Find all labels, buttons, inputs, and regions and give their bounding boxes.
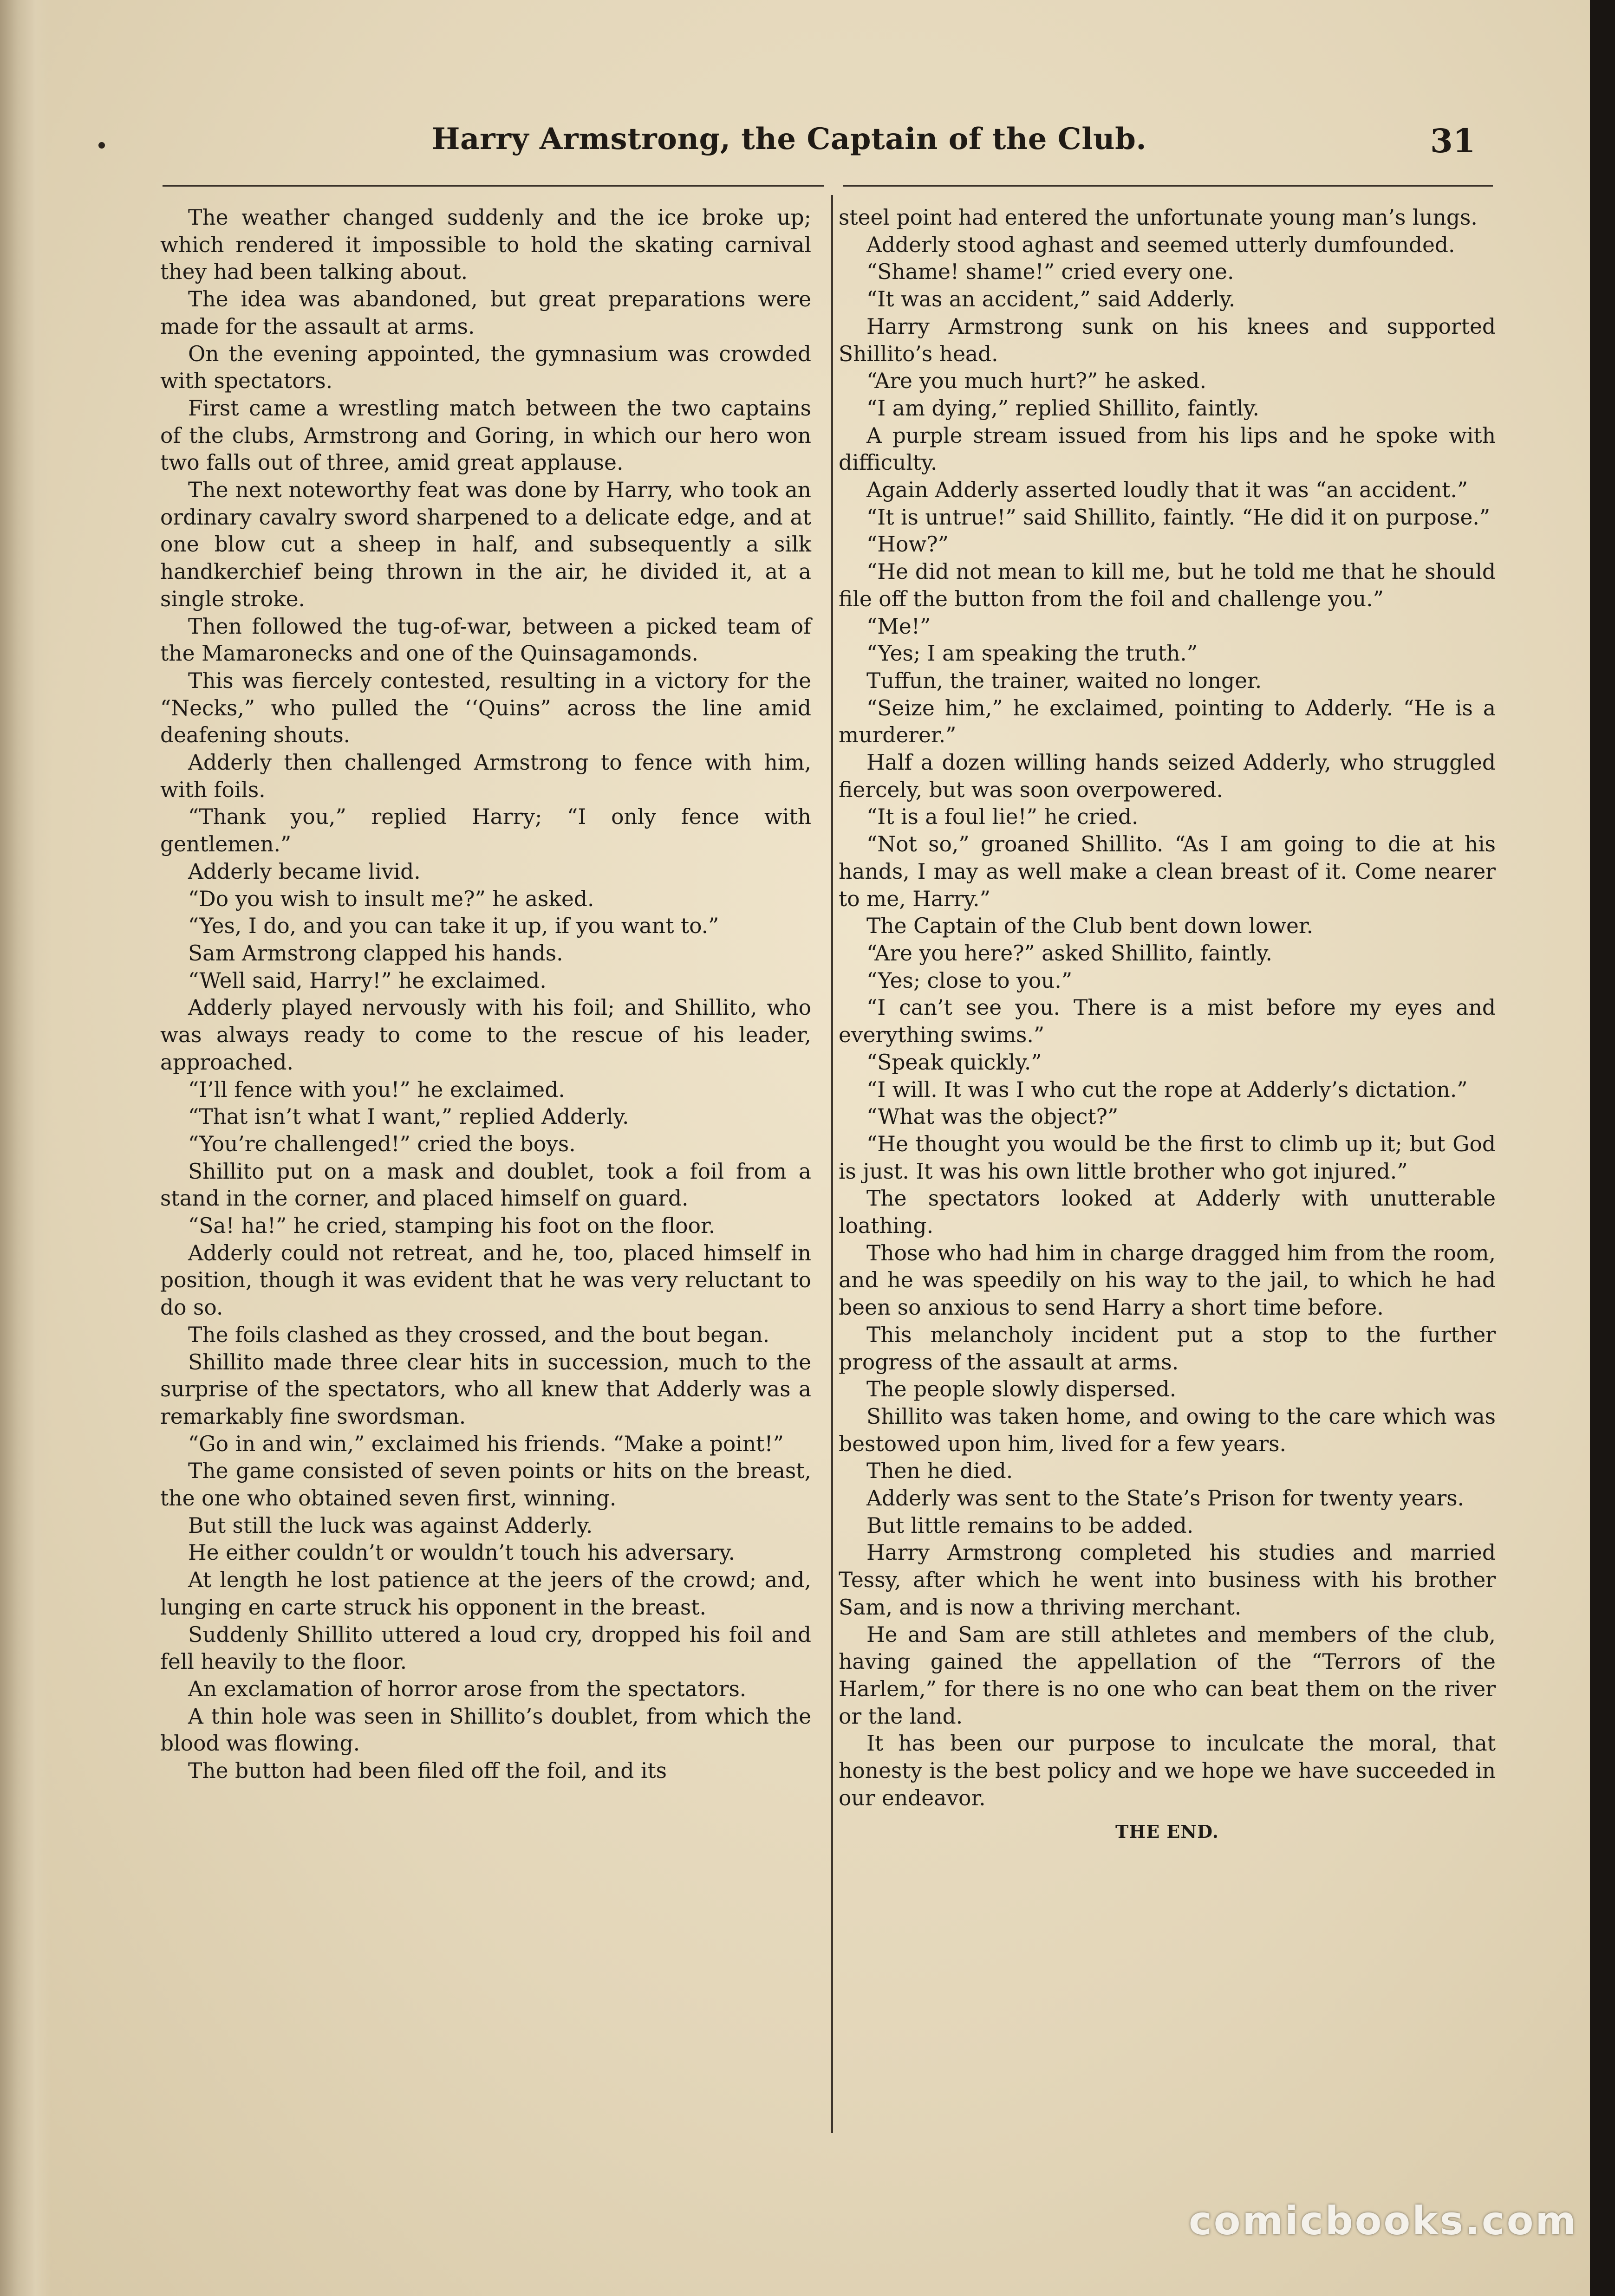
- paragraph: “Are you here?” asked Shillito, faintly.: [866, 940, 1272, 966]
- left-column: [160, 204, 811, 1785]
- paragraph: “Yes; close to you.”: [866, 968, 1073, 993]
- paragraph: This melancholy incident put a stop to the further progress of the assault at arms.: [839, 1322, 1496, 1375]
- paragraph: On the evening appointed, the gymnasium was crowded with spectators.: [160, 341, 811, 394]
- paragraph: “Not so,” groaned Shillito. “As I am going to die at his hands, I may as well make a clean breast of it. Come nearer to me, Harry.”: [839, 832, 1496, 911]
- paragraph: Shillito was taken home, and owing to the care which was bestowed upon him, lived for a few years.: [839, 1404, 1496, 1456]
- paragraph: The weather changed suddenly and the ice broke up; which rendered it impossible to hold the skating carnival they had been talking about.: [160, 205, 811, 285]
- paragraph: “That isn’t what I want,” replied Adderly.: [188, 1104, 629, 1129]
- paragraph: A purple stream issued from his lips and he spoke with difficulty.: [839, 423, 1496, 475]
- paragraph: Adderly stood aghast and seemed utterly dumfounded.: [866, 232, 1455, 257]
- paragraph: “I am dying,” replied Shillito, faintly.: [866, 396, 1259, 421]
- paragraph: Adderly could not retreat, and he, too, placed himself in position, though it was evident that he was very reluctant to do so.: [160, 1240, 811, 1320]
- paragraph: “Me!”: [866, 614, 931, 639]
- paragraph: “You’re challenged!” cried the boys.: [188, 1131, 576, 1156]
- paragraph: “I will. It was I who cut the rope at Adderly’s dictation.”: [866, 1077, 1468, 1102]
- paragraph: The game consisted of seven points or hits on the breast, the one who obtained seven first, winning.: [160, 1459, 811, 1511]
- paragraph: Then he died.: [866, 1459, 1013, 1484]
- paragraph: Sam Armstrong clapped his hands.: [188, 940, 563, 966]
- paragraph: steel point had entered the unfortunate young man’s lungs.: [839, 205, 1478, 230]
- margin-dot: [98, 142, 105, 149]
- paragraph: “He thought you would be the first to climb up it; but God is just. It was his own little brother who got injured.”: [839, 1131, 1496, 1184]
- page-number: 31: [1430, 122, 1476, 160]
- paragraph: “Speak quickly.”: [866, 1050, 1042, 1075]
- paragraph: Adderly was sent to the State’s Prison for twenty years.: [866, 1486, 1465, 1511]
- paragraph: Adderly became livid.: [188, 859, 421, 884]
- paragraph: The foils clashed as they crossed, and the bout began.: [188, 1322, 770, 1347]
- paragraph: “Are you much hurt?” he asked.: [866, 369, 1206, 394]
- paragraph: Adderly then challenged Armstrong to fence with him, with foils.: [160, 750, 811, 802]
- paragraph: “Do you wish to insult me?” he asked.: [188, 886, 594, 911]
- paragraph: Harry Armstrong completed his studies and married Tessy, after which he went into business with his brother Sam, and is now a thriving merchant.: [839, 1540, 1496, 1620]
- paragraph: Shillito put on a mask and doublet, took a foil from a stand in the corner, and placed himself on guard.: [160, 1159, 811, 1211]
- paragraph: “I’ll fence with you!” he exclaimed.: [188, 1077, 565, 1102]
- paragraph: “Sa! ha!” he cried, stamping his foot on the floor.: [188, 1213, 716, 1239]
- paragraph: Those who had him in charge dragged him from the room, and he was speedily on his way to the jail, to which he had been so anxious to send Harry a short time before.: [839, 1240, 1496, 1320]
- paragraph: Again Adderly asserted loudly that it was “an accident.”: [866, 478, 1468, 503]
- paragraph: It has been our purpose to inculcate the moral, that honesty is the best policy and we hope we have succeeded in our endeavor.: [839, 1731, 1496, 1810]
- paragraph: “How?”: [866, 532, 949, 557]
- header-rule-left: [163, 185, 824, 187]
- paragraph: The people slowly dispersed.: [866, 1377, 1177, 1402]
- paragraph: The Captain of the Club bent down lower.: [866, 914, 1314, 939]
- watermark: comicbooks.com: [1189, 2198, 1578, 2244]
- paragraph: He either couldn’t or wouldn’t touch his adversary.: [188, 1540, 735, 1565]
- paragraph: This was fiercely contested, resulting in a victory for the “Necks,” who pulled the ‘‘Quins” across the line amid deafening shouts.: [160, 668, 811, 748]
- paragraph: Harry Armstrong sunk on his knees and supported Shillito’s head.: [839, 314, 1496, 366]
- paragraph: He and Sam are still athletes and members of the club, having gained the appellation of the “Terrors of the Harlem,” for there is no one who can beat them on the river or the land.: [839, 1622, 1496, 1729]
- paragraph: “It is untrue!” said Shillito, faintly. “He did it on purpose.”: [866, 505, 1491, 530]
- paragraph: “Well said, Harry!” he exclaimed.: [188, 968, 547, 993]
- paragraph: Tuffun, the trainer, waited no longer.: [866, 668, 1262, 693]
- paragraph: At length he lost patience at the jeers of the crowd; and, lunging en carte struck his opponent in the breast.: [160, 1568, 811, 1620]
- paragraph: Adderly played nervously with his foil; and Shillito, who was always ready to come to the rescue of his leader, approached.: [160, 995, 811, 1075]
- paragraph: The next noteworthy feat was done by Harry, who took an ordinary cavalry sword sharpened to a delicate edge, and at one blow cut a sheep in half, and subsequently a silk handkerchief being thrown in the air, he divided it, at a single stroke.: [160, 478, 811, 611]
- the-end: THE END.: [1115, 1821, 1219, 1842]
- paragraph: “Thank you,” replied Harry; “I only fence with gentlemen.”: [160, 804, 811, 857]
- paragraph: The idea was abandoned, but great preparations were made for the assault at arms.: [160, 287, 811, 339]
- paragraph: The button had been filed off the foil, and its: [188, 1758, 667, 1784]
- paragraph: “He did not mean to kill me, but he told me that he should file off the button from the foil and challenge you.”: [839, 559, 1496, 611]
- header-rule-right: [843, 185, 1493, 187]
- paragraph: “It was an accident,” said Adderly.: [866, 287, 1236, 312]
- paragraph: A thin hole was seen in Shillito’s doublet, from which the blood was flowing.: [160, 1704, 811, 1756]
- paragraph: “Yes; I am speaking the truth.”: [866, 641, 1198, 666]
- paragraph: Suddenly Shillito uttered a loud cry, dropped his foil and fell heavily to the floor.: [160, 1622, 811, 1674]
- paragraph: “It is a foul lie!” he cried.: [866, 804, 1139, 830]
- page-binding-shadow: [0, 0, 51, 2296]
- paragraph: An exclamation of horror arose from the spectators.: [188, 1676, 747, 1701]
- column-divider: [831, 195, 833, 2133]
- paragraph: Shillito made three clear hits in succession, much to the surprise of the spectators, who all knew that Adderly was a remarkably fine swordsman.: [160, 1349, 811, 1429]
- paragraph: First came a wrestling match between the two captains of the clubs, Armstrong and Goring, in which our hero won two falls out of three, amid great applause.: [160, 396, 811, 475]
- page-edge: [1590, 0, 1615, 2296]
- paragraph: The spectators looked at Adderly with unutterable loathing.: [839, 1186, 1496, 1239]
- paragraph: “Go in and win,” exclaimed his friends. “Make a point!”: [188, 1431, 784, 1456]
- paragraph: But still the luck was against Adderly.: [188, 1513, 593, 1538]
- paragraph: But little remains to be added.: [866, 1513, 1194, 1538]
- paragraph: Then followed the tug-of-war, between a picked team of the Mamaronecks and one of the Quinsagamonds.: [160, 614, 811, 666]
- paragraph: “I can’t see you. There is a mist before my eyes and everything swims.”: [839, 995, 1496, 1048]
- paragraph: “What was the object?”: [866, 1104, 1119, 1129]
- paragraph: Half a dozen willing hands seized Adderly, who struggled fiercely, but was soon overpowered.: [839, 750, 1496, 802]
- right-column: [839, 204, 1496, 1846]
- running-header: [418, 122, 1495, 177]
- story-title: Harry Armstrong, the Captain of the Club.: [432, 122, 1147, 156]
- paragraph: “Shame! shame!” cried every one.: [866, 259, 1234, 285]
- paragraph: “Yes, I do, and you can take it up, if you want to.”: [188, 914, 719, 939]
- paragraph: “Seize him,” he exclaimed, pointing to Adderly. “He is a murderer.”: [839, 695, 1496, 748]
